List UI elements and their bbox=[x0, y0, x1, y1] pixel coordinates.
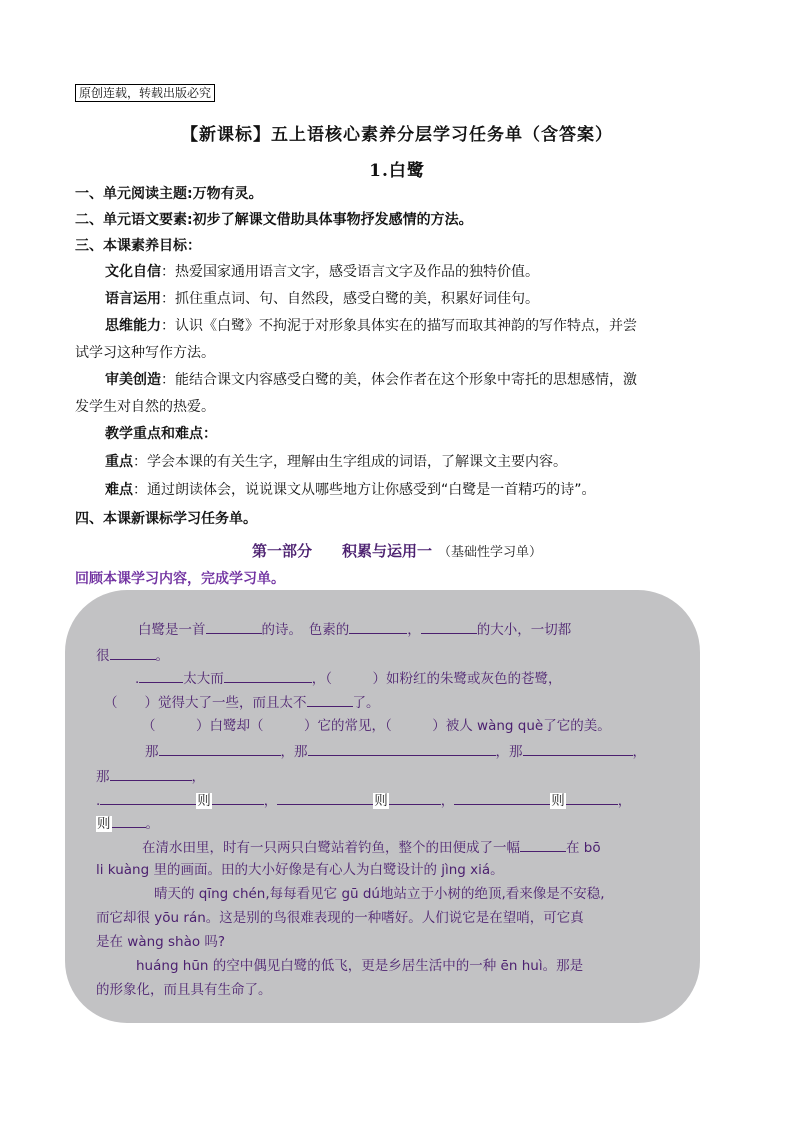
text: 在 bō bbox=[566, 840, 601, 856]
goal-thinking bbox=[105, 316, 637, 336]
blank[interactable] bbox=[307, 692, 353, 707]
section-1: 一、单元阅读主题:万物有灵。 bbox=[75, 186, 263, 202]
exercise-line-11: li kuàng 里的画面。田的大小好像是有心人为白鹭设计的 jìng xiá。 bbox=[96, 862, 504, 878]
exercise-line-8 bbox=[96, 790, 631, 811]
blank[interactable] bbox=[100, 790, 196, 805]
blank[interactable] bbox=[159, 741, 281, 756]
part-title bbox=[0, 540, 794, 561]
blank[interactable] bbox=[566, 790, 618, 805]
goal-language bbox=[105, 289, 539, 309]
text: 的大小，一切都 bbox=[476, 622, 572, 638]
goal-text: ：认识《白鹭》不拘泥于对形象具体实在的描写而取其神韵的写作特点，并尝 bbox=[161, 318, 637, 334]
blank[interactable] bbox=[277, 790, 373, 805]
text: ， bbox=[632, 744, 646, 760]
text: 则 bbox=[551, 793, 565, 809]
key-label: 重点 bbox=[105, 454, 133, 470]
text: . bbox=[135, 671, 140, 687]
blank[interactable] bbox=[454, 790, 550, 805]
difficult-point bbox=[105, 480, 596, 500]
text: 那 bbox=[145, 744, 159, 760]
exercise-line-3 bbox=[135, 668, 562, 689]
document-title: 【新课标】五上语核心素养分层学习任务单（含答案） bbox=[181, 125, 613, 145]
text: ，那 bbox=[280, 744, 308, 760]
text: 。 bbox=[155, 648, 169, 664]
exercise-line-7 bbox=[96, 766, 205, 787]
goal-text: ：抓住重点词、句、自然段，感受白鹭的美，积累好词佳句。 bbox=[161, 291, 539, 307]
text: ， bbox=[263, 793, 278, 809]
section-3: 三、本课素养目标： bbox=[75, 238, 201, 254]
goal-culture bbox=[105, 262, 539, 282]
exercise-line-9 bbox=[96, 813, 159, 834]
blank[interactable] bbox=[349, 619, 407, 634]
section-2: 二、单元语文要素:初步了解课文借助具体事物抒发感情的方法。 bbox=[75, 212, 473, 228]
blank[interactable] bbox=[212, 790, 264, 805]
blank[interactable] bbox=[110, 766, 192, 781]
text: 则 bbox=[374, 793, 388, 809]
text: 很 bbox=[96, 648, 110, 664]
text: 了。 bbox=[352, 695, 380, 711]
text: 在清水田里，时有一只两只白鹭站着钓鱼，整个的田便成了一幅 bbox=[142, 840, 520, 856]
goal-label: 思维能力 bbox=[105, 318, 161, 334]
goal-label: 语言运用 bbox=[105, 291, 161, 307]
exercise-line-14: 是在 wàng shào 吗? bbox=[96, 934, 226, 950]
text: ，那 bbox=[495, 744, 523, 760]
blank[interactable] bbox=[224, 668, 312, 683]
exercise-line-13: 而它却很 yōu rán。这是别的鸟很难表现的一种嗜好。人们说它是在望哨，可它真 bbox=[96, 910, 584, 926]
text: 太大而 bbox=[183, 671, 224, 687]
exercise-line-4 bbox=[104, 692, 380, 713]
text: ， bbox=[617, 793, 632, 809]
key-point bbox=[105, 452, 567, 472]
copyright-stamp: 原创连载，转载出版必究 bbox=[75, 84, 215, 102]
section-4: 四、本课新课标学习任务单。 bbox=[75, 511, 257, 527]
blank[interactable] bbox=[112, 813, 146, 828]
goal-label: 审美创造 bbox=[105, 372, 161, 388]
text: （ ）觉得大了一些，而且太不 bbox=[104, 695, 307, 711]
text: ， bbox=[440, 793, 455, 809]
exercise-line-1 bbox=[138, 619, 571, 640]
part-title-sub: （基础性学习单） bbox=[438, 545, 543, 560]
goal-aesthetic bbox=[105, 370, 637, 390]
text: ， bbox=[407, 622, 421, 638]
blank[interactable] bbox=[110, 645, 156, 660]
goal-text: ：能结合课文内容感受白鹭的美，体会作者在这个形象中寄托的思想感情，激 bbox=[161, 372, 637, 388]
goal-aesthetic-cont: 发学生对自然的热爱。 bbox=[75, 399, 215, 415]
key-heading: 教学重点和难点： bbox=[105, 426, 217, 442]
blank[interactable] bbox=[206, 619, 262, 634]
goal-thinking-cont: 试学习这种写作方法。 bbox=[75, 345, 215, 361]
text: 的诗。 色素的 bbox=[261, 622, 350, 638]
blank[interactable] bbox=[389, 790, 441, 805]
blank[interactable] bbox=[523, 741, 633, 756]
text: 那 bbox=[96, 769, 110, 785]
blank[interactable] bbox=[139, 668, 183, 683]
lesson-title: 1.白鹭 bbox=[369, 161, 425, 181]
key-text: ：学会本课的有关生字，理解由生字组成的词语，了解课文主要内容。 bbox=[133, 454, 567, 470]
text: 则 bbox=[97, 816, 111, 832]
text: 。 bbox=[145, 816, 159, 832]
text: ，（ ）如粉红的朱鹭或灰色的苍鹭， bbox=[311, 671, 562, 687]
exercise-line-15: huáng hūn 的空中偶见白鹭的低飞，更是乡居生活中的一种 ēn huì。那是 bbox=[136, 958, 584, 974]
blank[interactable] bbox=[520, 837, 566, 852]
exercise-line-16: 的形象化，而且具有生命了。 bbox=[96, 982, 272, 998]
goal-label: 文化自信 bbox=[105, 264, 161, 280]
goal-text: ：热爱国家通用语言文字，感受语言文字及作品的独特价值。 bbox=[161, 264, 539, 280]
difficult-label: 难点 bbox=[105, 482, 133, 498]
exercise-line-10 bbox=[142, 837, 601, 858]
exercise-line-2 bbox=[96, 645, 169, 666]
blank[interactable] bbox=[308, 741, 496, 756]
text: ， bbox=[191, 769, 205, 785]
blank[interactable] bbox=[421, 619, 477, 634]
text: . bbox=[96, 793, 101, 809]
part-title-main: 第一部分 积累与运用一 bbox=[251, 542, 432, 560]
text: 则 bbox=[197, 793, 211, 809]
difficult-text: ：通过朗读体会，说说课文从哪些地方让你感受到“白鹭是一首精巧的诗”。 bbox=[133, 482, 596, 498]
text: 白鹭是一首 bbox=[138, 622, 206, 638]
instruction: 回顾本课学习内容，完成学习单。 bbox=[75, 571, 285, 587]
exercise-line-12: 晴天的 qīng chén,每每看见它 gū dú地站立于小树的绝顶,看来像是不安稳, bbox=[154, 886, 605, 902]
exercise-line-5: （ ）白鹭却（ ）它的常见，（ ）被人 wàng què了它的美。 bbox=[142, 718, 611, 734]
exercise-line-6 bbox=[145, 741, 646, 762]
